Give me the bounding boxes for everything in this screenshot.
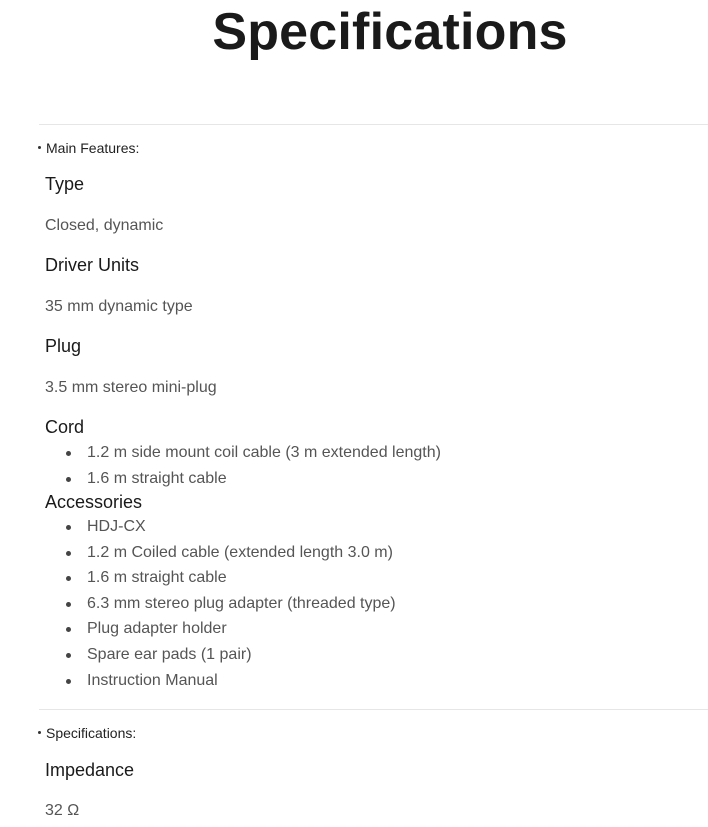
cord-list bbox=[45, 440, 441, 491]
spec-label-cord: Cord bbox=[45, 417, 85, 437]
spec-label-accessories: Accessories bbox=[45, 492, 143, 512]
section-heading-main-features bbox=[38, 140, 139, 156]
list-item: HDJ-CX bbox=[45, 514, 396, 540]
page-title: Specifications bbox=[212, 3, 568, 61]
spec-value-impedance: 32 Ω bbox=[45, 802, 80, 819]
section-heading-specifications bbox=[38, 725, 136, 741]
bullet-dot-icon bbox=[38, 731, 41, 734]
list-item: 1.2 m side mount coil cable (3 m extended length) bbox=[45, 440, 441, 466]
spec-label-impedance: Impedance bbox=[45, 760, 135, 780]
list-item: Instruction Manual bbox=[45, 668, 396, 694]
list-item: 1.6 m straight cable bbox=[45, 466, 441, 492]
spec-value-driver-units: 35 mm dynamic type bbox=[45, 298, 193, 315]
bullet-dot-icon bbox=[38, 146, 41, 149]
divider bbox=[39, 124, 708, 125]
list-item: 1.2 m Coiled cable (extended length 3.0 m) bbox=[45, 540, 396, 566]
accessories-list bbox=[45, 514, 396, 693]
section-heading-label: Specifications: bbox=[46, 725, 137, 741]
divider bbox=[39, 709, 708, 710]
list-item: Plug adapter holder bbox=[45, 616, 396, 642]
list-item: 6.3 mm stereo plug adapter (threaded type) bbox=[45, 591, 396, 617]
spec-label-plug: Plug bbox=[45, 336, 82, 356]
spec-value-plug: 3.5 mm stereo mini-plug bbox=[45, 379, 217, 396]
section-heading-label: Main Features: bbox=[46, 140, 140, 156]
list-item: 1.6 m straight cable bbox=[45, 565, 396, 591]
spec-value-type: Closed, dynamic bbox=[45, 217, 164, 234]
list-item: Spare ear pads (1 pair) bbox=[45, 642, 396, 668]
spec-label-type: Type bbox=[45, 174, 85, 194]
spec-label-driver-units: Driver Units bbox=[45, 255, 140, 275]
